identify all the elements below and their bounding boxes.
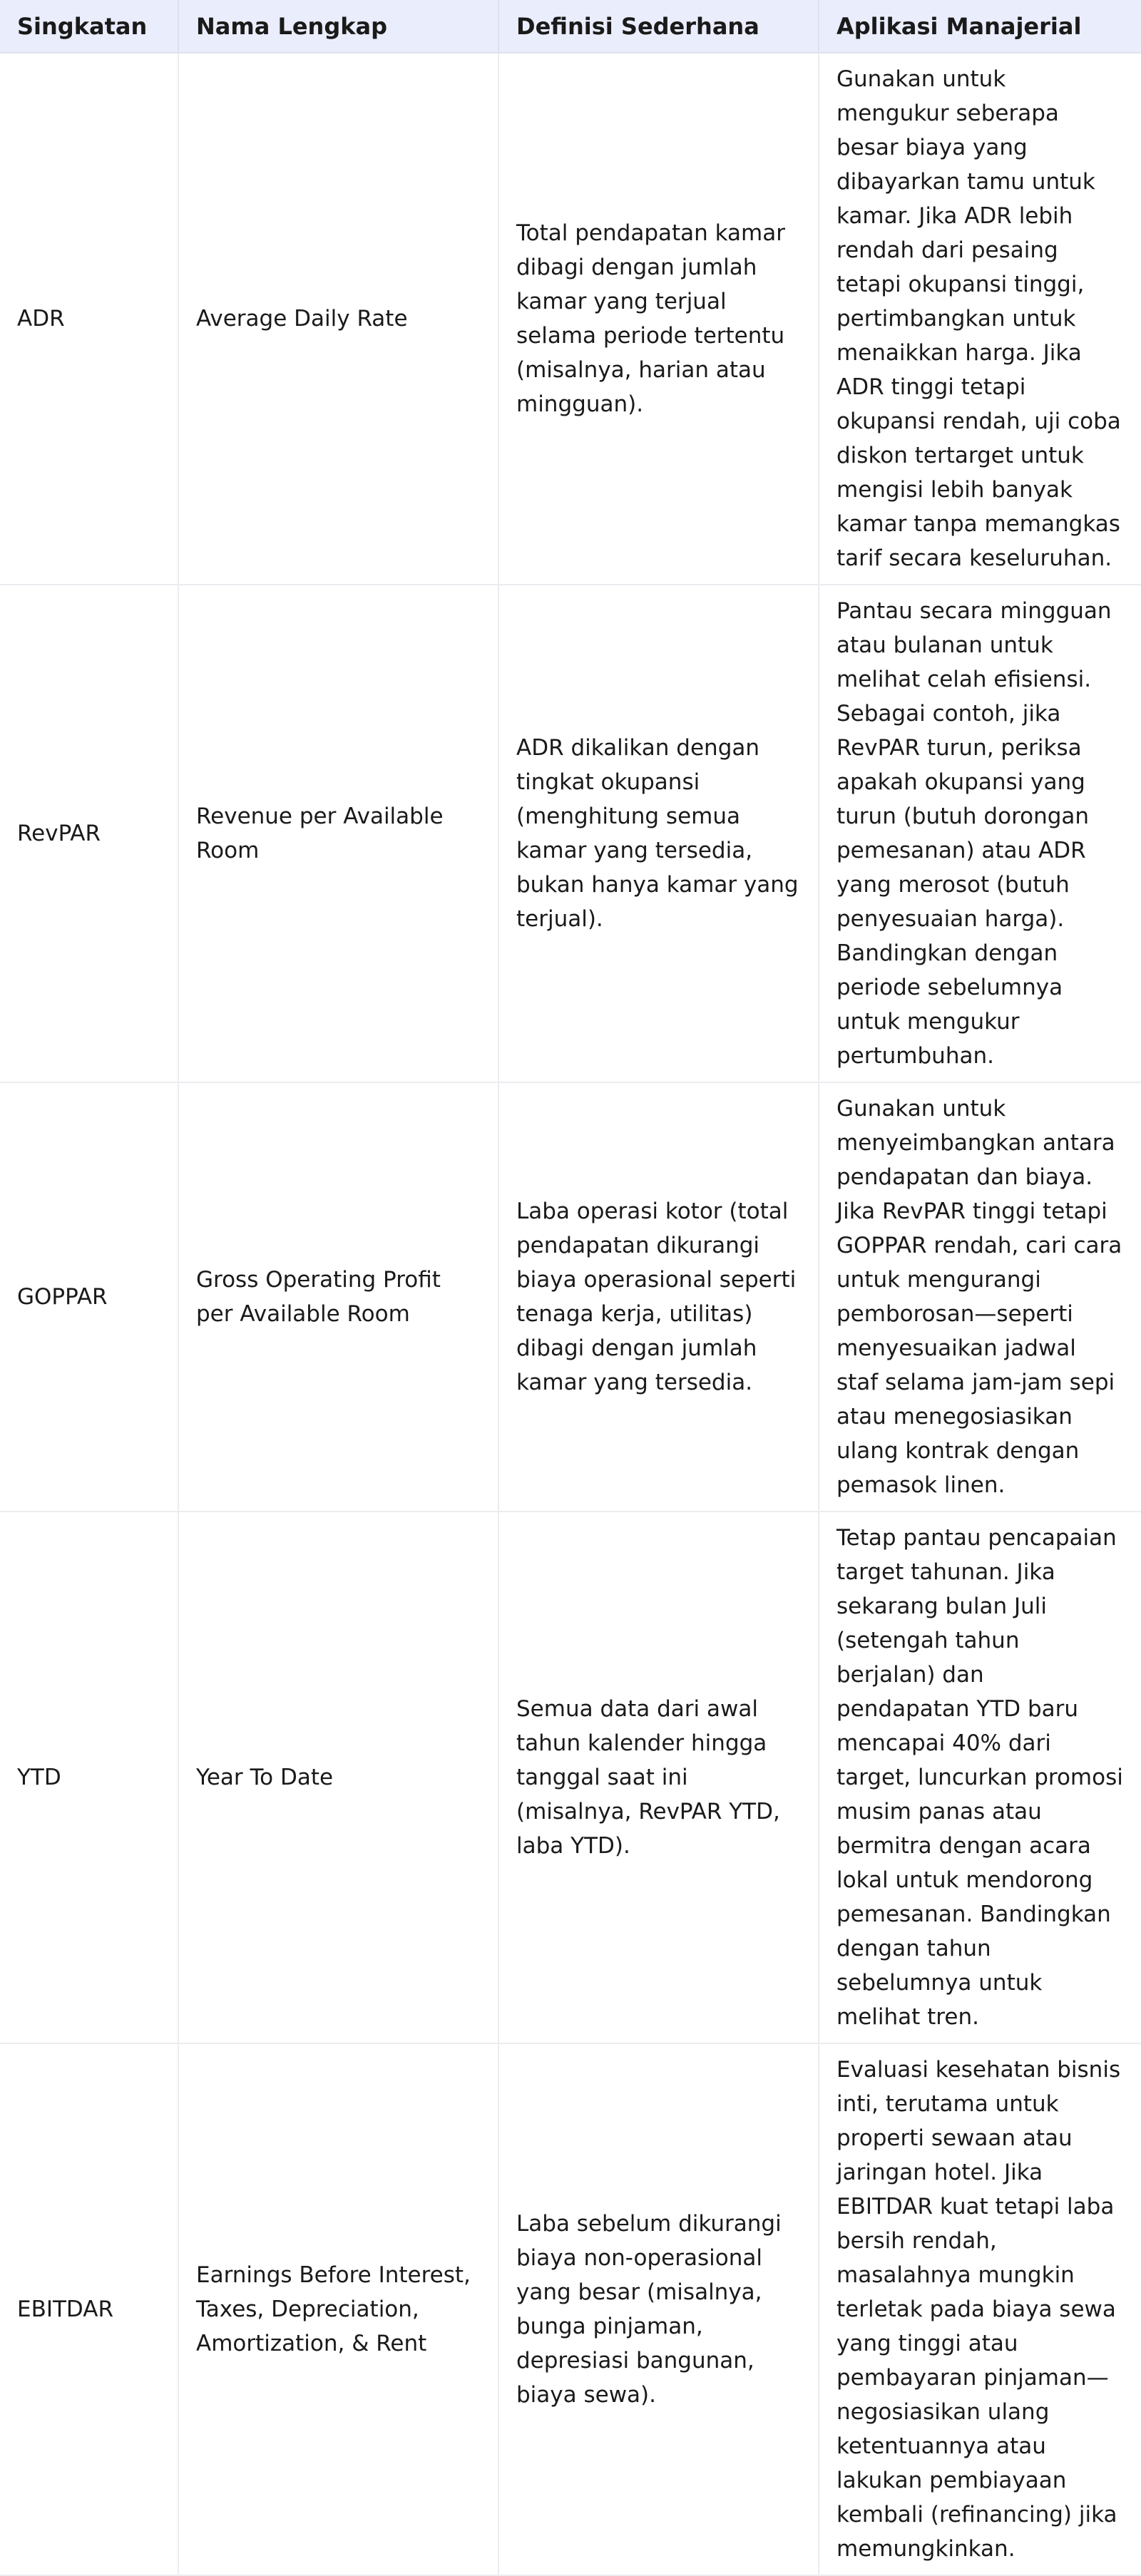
cell-abbreviation: ADR bbox=[0, 53, 178, 585]
table-row bbox=[0, 585, 1141, 1082]
cell-definition: Laba operasi kotor (total pendapatan dikurangi biaya operasional seperti tenaga kerja, utilitas) dibagi dengan jumlah kamar yang tersedia. bbox=[498, 1082, 819, 1512]
cell-full-name: Average Daily Rate bbox=[178, 53, 498, 585]
cell-abbreviation: GOPPAR bbox=[0, 1082, 178, 1512]
cell-application: Pantau secara mingguan atau bulanan untuk melihat celah efisiensi. Sebagai contoh, jika RevPAR turun, periksa apakah okupansi yang turun (butuh dorongan pemesanan) atau ADR yang merosot (butuh penyesuaian harga). Bandingkan dengan periode sebelumnya untuk mengukur pertumbuhan. bbox=[819, 585, 1141, 1082]
table-row bbox=[0, 1082, 1141, 1512]
cell-definition: ADR dikalikan dengan tingkat okupansi (menghitung semua kamar yang tersedia, bukan hanya kamar yang terjual). bbox=[498, 585, 819, 1082]
table-row bbox=[0, 2043, 1141, 2575]
cell-application: Gunakan untuk menyeimbangkan antara pendapatan dan biaya. Jika RevPAR tinggi tetapi GOPPAR rendah, cari cara untuk mengurangi pemborosan—seperti menyesuaikan jadwal staf selama jam-jam sepi atau menegosiasikan ulang kontrak dengan pemasok linen. bbox=[819, 1082, 1141, 1512]
cell-definition: Total pendapatan kamar dibagi dengan jumlah kamar yang terjual selama periode tertentu (misalnya, harian atau mingguan). bbox=[498, 53, 819, 585]
header-managerial-application: Aplikasi Manajerial bbox=[819, 0, 1141, 53]
header-abbreviation: Singkatan bbox=[0, 0, 178, 53]
header-definition: Definisi Sederhana bbox=[498, 0, 819, 53]
cell-full-name: Year To Date bbox=[178, 1512, 498, 2043]
cell-full-name: Gross Operating Profit per Available Room bbox=[178, 1082, 498, 1512]
table-header-row bbox=[0, 0, 1141, 53]
cell-application: Tetap pantau pencapaian target tahunan. Jika sekarang bulan Juli (setengah tahun berjalan) dan pendapatan YTD baru mencapai 40% dari target, luncurkan promosi musim panas atau bermitra dengan acara lokal untuk mendorong pemesanan. Bandingkan dengan tahun sebelumnya untuk melihat tren. bbox=[819, 1512, 1141, 2043]
table-row bbox=[0, 1512, 1141, 2043]
cell-full-name: Revenue per Available Room bbox=[178, 585, 498, 1082]
header-full-name: Nama Lengkap bbox=[178, 0, 498, 53]
cell-abbreviation: RevPAR bbox=[0, 585, 178, 1082]
cell-application: Gunakan untuk mengukur seberapa besar biaya yang dibayarkan tamu untuk kamar. Jika ADR lebih rendah dari pesaing tetapi okupansi tinggi, pertimbangkan untuk menaikkan harga. Jika ADR tinggi tetapi okupansi rendah, uji coba diskon tertarget untuk mengisi lebih banyak kamar tanpa memangkas tarif secara keseluruhan. bbox=[819, 53, 1141, 585]
cell-definition: Semua data dari awal tahun kalender hingga tanggal saat ini (misalnya, RevPAR YTD, laba YTD). bbox=[498, 1512, 819, 2043]
cell-abbreviation: EBITDAR bbox=[0, 2043, 178, 2575]
cell-abbreviation: YTD bbox=[0, 1512, 178, 2043]
cell-full-name: Earnings Before Interest, Taxes, Depreciation, Amortization, & Rent bbox=[178, 2043, 498, 2575]
cell-application: Evaluasi kesehatan bisnis inti, terutama untuk properti sewaan atau jaringan hotel. Jika EBITDAR kuat tetapi laba bersih rendah, masalahnya mungkin terletak pada biaya sewa yang tinggi atau pembayaran pinjaman—negosiasikan ulang ketentuannya atau lakukan pembiayaan kembali (refinancing) jika memungkinkan. bbox=[819, 2043, 1141, 2575]
cell-definition: Laba sebelum dikurangi biaya non-operasional yang besar (misalnya, bunga pinjaman, depresiasi bangunan, biaya sewa). bbox=[498, 2043, 819, 2575]
table-row bbox=[0, 53, 1141, 585]
